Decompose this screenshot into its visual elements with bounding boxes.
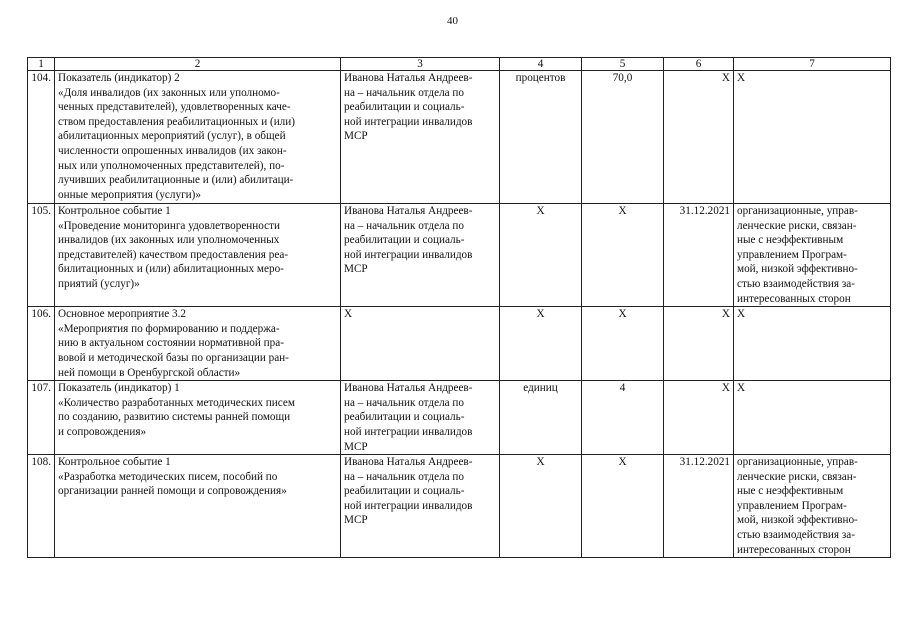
row-unit: Х	[500, 455, 582, 558]
row-risks-line: управлением Програм-	[737, 499, 847, 512]
row-risks-line: ные с неэффективным	[737, 485, 844, 498]
row-date: Х	[664, 381, 734, 455]
table-row	[28, 455, 891, 558]
row-value: 4	[582, 381, 664, 455]
row-value: Х	[582, 455, 664, 558]
row-risks-line: Х	[737, 382, 746, 395]
row-responsible-line: на – начальник отдела по	[344, 86, 464, 99]
row-responsible	[341, 204, 500, 307]
row-description-line: приятий (услуг)»	[58, 277, 140, 290]
row-risks-line: ленческие риски, связан-	[737, 470, 857, 483]
row-responsible-line: Иванова Наталья Андреев-	[344, 72, 473, 84]
row-responsible-line: реабилитации и социаль-	[344, 101, 465, 114]
row-risks-line: Х	[737, 72, 746, 84]
row-description-line: «Доля инвалидов (их законных или уполномо-	[58, 86, 280, 99]
row-description-line: по созданию, развитию системы ранней помощи	[58, 411, 291, 424]
row-description-line: Контрольное событие 1	[58, 456, 171, 469]
row-responsible	[341, 455, 500, 558]
row-description-line: «Количество разработанных методических писем	[58, 396, 295, 409]
row-description-line: Показатель (индикатор) 1	[58, 382, 180, 395]
row-risks-line: интересованных сторон	[737, 292, 851, 305]
header-col-1: 1	[28, 58, 55, 71]
row-description-line: ством предоставления реабилитационных и (или)	[58, 115, 295, 128]
row-description-line: ных или уполномоченных представителей), по-	[58, 159, 285, 172]
row-unit: единиц	[500, 381, 582, 455]
row-date: 31.12.2021	[664, 455, 734, 558]
row-responsible-line: на – начальник отдела по	[344, 470, 464, 483]
row-number: 108.	[28, 455, 55, 558]
row-description	[55, 381, 341, 455]
row-description-line: «Разработка методических писем, пособий по	[58, 470, 278, 483]
row-description	[55, 204, 341, 307]
row-risks-line: мой, низкой эффективно-	[737, 263, 858, 276]
header-col-6: 6	[664, 58, 734, 71]
row-risks	[734, 455, 891, 558]
row-description-line: «Проведение мониторинга удовлетворенности	[58, 219, 280, 232]
row-responsible-line: ной интеграции инвалидов	[344, 248, 473, 261]
row-responsible	[341, 381, 500, 455]
row-description-line: и сопровождения»	[58, 425, 147, 438]
row-value: Х	[582, 204, 664, 307]
row-risks	[734, 204, 891, 307]
row-description-line: лучивших реабилитационные и (или) абилитаци-	[58, 174, 294, 187]
row-responsible-line: МСР	[344, 514, 368, 527]
row-responsible-line: Иванова Наталья Андреев-	[344, 456, 473, 469]
header-col-4: 4	[500, 58, 582, 71]
row-risks	[734, 71, 891, 204]
row-risks-line: стью взаимодействия за-	[737, 277, 855, 290]
row-number: 104.	[28, 71, 55, 204]
row-description	[55, 307, 341, 381]
row-risks-line: интересованных сторон	[737, 543, 851, 556]
table-row	[28, 71, 891, 204]
row-risks-line: ные с неэффективным	[737, 234, 844, 247]
row-description-line: билитационных и (или) абилитационных меро-	[58, 263, 284, 276]
row-responsible	[341, 71, 500, 204]
row-description-line: представителей) качеством предоставления реа-	[58, 248, 289, 261]
row-responsible-line: Иванова Наталья Андреев-	[344, 382, 473, 395]
row-unit: Х	[500, 307, 582, 381]
row-responsible	[341, 307, 500, 381]
row-responsible-line: ной интеграции инвалидов	[344, 115, 473, 128]
row-description-line: нию в актуальном состоянии нормативной пра-	[58, 337, 284, 350]
row-date: Х	[664, 71, 734, 204]
row-description-line: численности опрошенных инвалидов (их закон-	[58, 144, 287, 157]
row-unit: Х	[500, 204, 582, 307]
header-row	[28, 58, 891, 71]
row-value: Х	[582, 307, 664, 381]
row-risks-line: Х	[737, 308, 746, 321]
row-number: 105.	[28, 204, 55, 307]
row-unit: процентов	[500, 71, 582, 204]
row-description-line: абилитационных мероприятий (услуг), в общей	[58, 130, 286, 143]
table-row	[28, 204, 891, 307]
row-risks-line: управлением Програм-	[737, 248, 847, 261]
row-responsible-line: Х	[344, 308, 353, 321]
row-responsible-line: на – начальник отдела по	[344, 396, 464, 409]
row-description-line: ней помощи в Оренбургской области»	[58, 366, 241, 379]
row-number: 106.	[28, 307, 55, 381]
row-responsible-line: реабилитации и социаль-	[344, 485, 465, 498]
row-responsible-line: ной интеграции инвалидов	[344, 425, 473, 438]
row-responsible-line: ной интеграции инвалидов	[344, 499, 473, 512]
header-col-3: 3	[341, 58, 500, 71]
row-description-line: организации ранней помощи и сопровождения»	[58, 485, 287, 498]
header-col-5: 5	[582, 58, 664, 71]
row-responsible-line: МСР	[344, 263, 368, 276]
plan-table	[27, 57, 891, 558]
row-responsible-line: на – начальник отдела по	[344, 219, 464, 232]
page-number: 40	[447, 15, 458, 27]
header-col-7: 7	[734, 58, 891, 71]
row-date: 31.12.2021	[664, 204, 734, 307]
row-risks	[734, 307, 891, 381]
row-date: Х	[664, 307, 734, 381]
row-description	[55, 455, 341, 558]
table-row	[28, 307, 891, 381]
row-risks-line: организационные, управ-	[737, 205, 858, 217]
row-description-line: Основное мероприятие 3.2	[58, 308, 186, 321]
row-description-line: ченных представителей), удовлетворенных каче-	[58, 101, 291, 114]
row-description	[55, 71, 341, 204]
row-description-line: вовой и методической базы по организации ран-	[58, 351, 289, 364]
row-responsible-line: МСР	[344, 130, 368, 143]
row-risks-line: организационные, управ-	[737, 456, 858, 469]
row-description-line: Контрольное событие 1	[58, 205, 171, 217]
row-responsible-line: МСР	[344, 440, 368, 453]
row-number: 107.	[28, 381, 55, 455]
header-col-2: 2	[55, 58, 341, 71]
row-responsible-line: реабилитации и социаль-	[344, 234, 465, 247]
table-row	[28, 381, 891, 455]
row-description-line: инвалидов (их законных или уполномоченных	[58, 234, 280, 247]
row-risks	[734, 381, 891, 455]
row-responsible-line: реабилитации и социаль-	[344, 411, 465, 424]
row-description-line: онные мероприятия (услуги)»	[58, 188, 201, 201]
row-value: 70,0	[582, 71, 664, 204]
row-description-line: «Мероприятия по формированию и поддержа-	[58, 322, 280, 335]
row-risks-line: стью взаимодействия за-	[737, 529, 855, 542]
row-risks-line: ленческие риски, связан-	[737, 219, 857, 232]
row-risks-line: мой, низкой эффективно-	[737, 514, 858, 527]
row-description-line: Показатель (индикатор) 2	[58, 72, 180, 84]
row-responsible-line: Иванова Наталья Андреев-	[344, 205, 473, 217]
